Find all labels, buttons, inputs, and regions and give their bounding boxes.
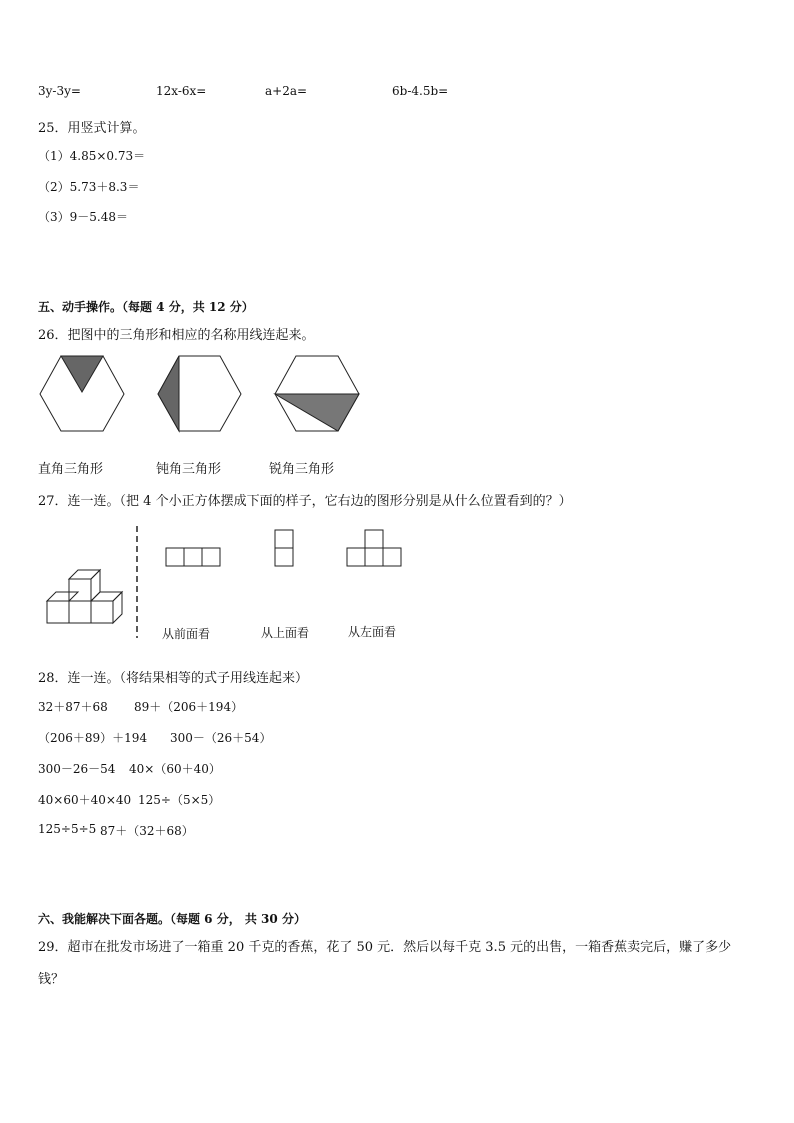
q24-expr-3: a+2a= bbox=[265, 84, 308, 98]
q28-title: 28．连一连。（将结果相等的式子用线连起来） bbox=[38, 671, 309, 686]
q26-title: 26．把图中的三角形和相应的名称用线连起来。 bbox=[38, 328, 315, 343]
q27-label-top: 从上面看 bbox=[261, 626, 310, 640]
q24-expr-1: 3y-3y= bbox=[38, 84, 81, 98]
q24-expr-2: 12x-6x= bbox=[156, 84, 207, 98]
q28-row-3-right: 40×（60＋40） bbox=[129, 762, 221, 776]
q29-line-1: 29．超市在批发市场进了一箱重 20 千克的香蕉，花了 50 元．然后以每千克 3.5 元的出售，一箱香蕉卖完后，赚了多少 bbox=[38, 940, 732, 955]
q25-title: 25．用竖式计算。 bbox=[38, 121, 146, 136]
q28-row-2-left: （206＋89）＋194 bbox=[38, 731, 148, 745]
q26-label-obtuse-triangle: 钝角三角形 bbox=[156, 462, 222, 477]
q28-row-2-right: 300－（26＋54） bbox=[170, 731, 272, 745]
top-view-figure bbox=[275, 530, 293, 566]
q28-row-1-right: 89＋（206＋194） bbox=[134, 700, 244, 714]
section-5-heading: 五、动手操作。（每题 4 分，共 12 分） bbox=[38, 300, 254, 314]
q24-expr-4: 6b-4.5b= bbox=[392, 84, 449, 98]
q29-line-2: 钱？ bbox=[38, 972, 65, 987]
q27-title: 27．连一连。（把 4 个小正方体摆成下面的样子，它右边的图形分别是从什么位置看到的？） bbox=[38, 494, 572, 509]
q28-row-5-left: 125÷5÷5 bbox=[38, 822, 97, 836]
q25-item-2: （2）5.73＋8.3＝ bbox=[38, 180, 140, 194]
section-6-heading: 六、我能解决下面各题。（每题 6 分， 共 30 分） bbox=[38, 912, 306, 926]
q26-label-acute-triangle: 锐角三角形 bbox=[269, 462, 335, 477]
q28-row-4-right: 125÷（5×5） bbox=[138, 793, 221, 807]
q28-row-5-right: 87＋（32＋68） bbox=[100, 824, 194, 838]
front-view-figure bbox=[166, 548, 220, 566]
q28-row-3-left: 300－26－54 bbox=[38, 762, 116, 776]
left-view-figure bbox=[347, 530, 401, 566]
q27-label-front: 从前面看 bbox=[162, 627, 211, 641]
q26-label-right-triangle: 直角三角形 bbox=[38, 462, 104, 477]
q25-item-3: （3）9－5.48＝ bbox=[38, 210, 128, 224]
q27-label-left: 从左面看 bbox=[348, 625, 397, 639]
cube-stack-figure bbox=[47, 570, 122, 623]
q28-row-4-left: 40×60＋40×40 bbox=[38, 793, 132, 807]
q28-row-1-left: 32＋87＋68 bbox=[38, 700, 108, 714]
q25-item-1: （1）4.85×0.73＝ bbox=[38, 149, 146, 163]
